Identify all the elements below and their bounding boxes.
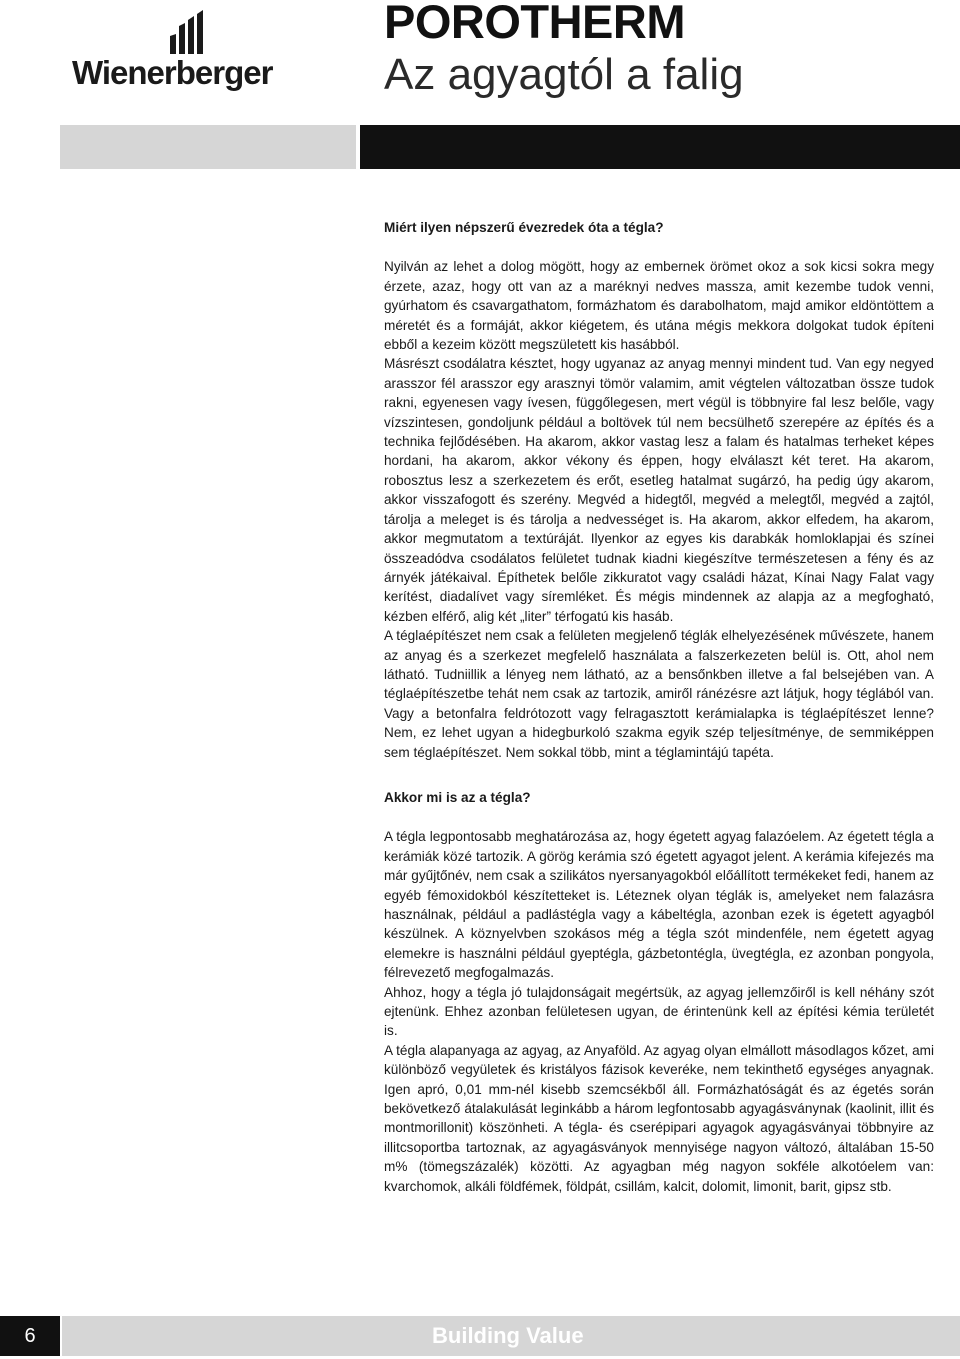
wienerberger-logo: [72, 10, 317, 90]
tagline: Az agyagtól a falig: [384, 50, 744, 99]
wienerberger-logo-mark-icon: [168, 10, 218, 54]
section-heading: Akkor mi is az a tégla?: [384, 789, 531, 805]
header-band-grey: [60, 125, 356, 169]
page-number: 6: [0, 1316, 60, 1356]
paragraph: Másrészt csodálatra késztet, hogy ugyanaz az anyag mennyi mindent tud. Van egy negyed arasszor fél arasszor egy arasznyi tömör valamim, amit végtelen változatban össze tudok rakni, egyenesen vagy ívesen, függőlegesen, mert végül is többnyire fal lesz belőle, vagy vízszintesen, gondoljunk például a boltövek túl nem becsülhető szerepére az építés és a technika fejlődésében. Ha akarom, akkor vastag lesz a falam és hatalmas terheket képes hordani, ha akarom, akkor vékony és éppen, hogy elválaszt két teret. Ha akarom, robosztus lesz a szerkezetem és erőt, esetleg hatalmat sugárzó, ha pedig úgy akarom, akkor visszafogott és szerény. Megvéd a hidegtől, megvéd a melegtől, megvéd a zajtól, tárolja a meleget is és tárolja a nedvességet is. Ha akarom, akkor elfedem, ha akarom, akkor megmutatom a textúráját. Ilyenkor az egyes kis darabkák homloklapjai és színei összeadódva csodálatos felületet tudnak kiadni kiegészítve természetesen a fény és az árnyék játékaival. Építhetek belőle zikkuratot vagy családi házat, Kínai Nagy Falat vagy kerítést, diadalívet vagy síremléket. És mégis mindennek az alapja az a megfogható, kézben elférő, alig két „liter” térfogatú kis hasáb.: [384, 356, 934, 624]
logo-wordmark: Wienerberger: [72, 54, 273, 91]
paragraph: Nyilván az lehet a dolog mögött, hogy az embernek örömet okoz a sok kicsi sokra megy érzete, azaz, hogy ott van az a maréknyi nedves massza, amit kezembe tudok venni, gyúrhatom és csavargathatom, formázhatom és darabolhatom, majd amikor eldöntöttem a méretét és a formáját, akkor kiégetem, és utána mégis mekkora dolgokat tudok építeni ebből a kezeim között megszületett kis hasábból.: [384, 259, 934, 353]
header-band-black: [360, 125, 960, 169]
paragraph: A tégla alapanyaga az agyag, az Anyaföld. Az agyag olyan elmállott másodlagos kőzet, ami különböző vegyületek és kristályos fázisok keveréke, nem tekinthető egységes anyagnak. Igen apró, 0,01 mm-nél kisebb szemcsékből áll. Formázhatóságát és az égetés során bekövetkező átalakulását leginkább a három legfontosabb agyagásványnak (kaolinit, illit és montmorillonit) köszönheti. A tégla- és cserépipari agyagok agyagásványai többnyire az illitcsoportba tartoznak, az agyagásványok mennyisége nagyon változó, általában 15-50 m% (tömegszázalék) közötti. Az agyagban még nagyon sokféle alkotóelem van: kvarchomok, alkáli földfémek, földpát, csillám, kalcit, dolomit, limonit, barit, gipsz stb.: [384, 1042, 934, 1194]
paragraph: A tégla legpontosabb meghatározása az, hogy égetett agyag falazóelem. Az égetett tégla a kerámiák közé tartozik. A görög kerámia szó égetett agyagot jelent. A kerámia kifejezés ma már gyűjtőnév, nem csak a szilikátos nyersanyagokból előállított termékeket fedi, hanem az egyéb fémoxidokból készítetteket is. Léteznek olyan téglák is, amelyeket nem falazásra használnak, például a padlástégla vagy a kábeltégla, azonban ezek is égetett agyagból készülnek. A köznyelvben szokásos még a tégla szót mindenféle, nem égetett agyag elemekre is használni például gyeptégla, gázbetontégla, üvegtégla, ez azonban pongyola, félrevezető megfogalmazás.: [384, 829, 934, 981]
footer-bar: [62, 1316, 960, 1356]
section-heading: Miért ilyen népszerű évezredek óta a tégla?: [384, 220, 664, 235]
footer-slogan: Building Value: [432, 1323, 584, 1348]
paragraph: Ahhoz, hogy a tégla jó tulajdonságait megértsük, az agyag jellemzőiről is kell néhány szót ejtenünk. Ehhez azonban felületesen ugyan, de érintenünk kell az építési kémia területét is.: [384, 984, 934, 1039]
article-body: [384, 218, 934, 1196]
paragraph: A téglaépítészet nem csak a felületen megjelenő téglák elhelyezésének művészete, hanem az anyag és a szerkezet megfelelő használata a falszerkezeten belül is. Ott, ahol nem látható. Tudniillik a lényeg nem látható, az a bensőnkben illetve a fal belsejében van. A téglaépítészetbe tehát nem csak az tartozik, amiről ránézésre azt látjuk, hogy téglából van. Vagy a betonfalra feldrótozott vagy felragasztott kerámialapka is téglaépítészet lenne? Nem, ez lehet ugyan a hidegburkoló szakma egyik szép teljesítménye, de semmiképpen sem téglaépítészet. Nem sokkal több, mint a téglamintájú tapéta.: [384, 628, 934, 760]
brand-title: POROTHERM: [384, 0, 685, 48]
